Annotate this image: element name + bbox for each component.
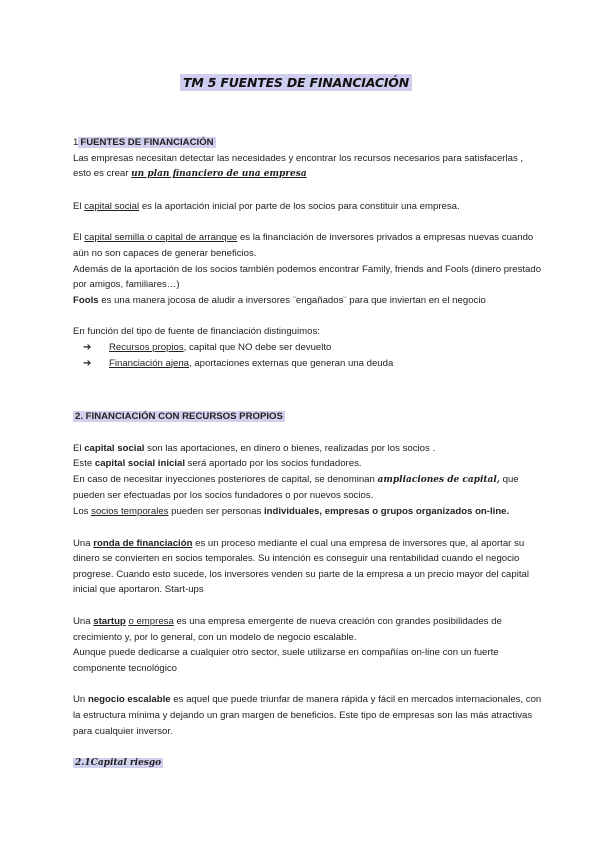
text: es una empresa emergente de nueva creación con grandes posibilidades de crecimiento y, por lo general, con un modelo de negocio escalable. xyxy=(73,615,502,643)
term-fools: Fools xyxy=(73,294,99,306)
section-2-heading-text: 2. FINANCIACIÓN CON RECURSOS PROPIOS xyxy=(75,411,283,422)
text: El xyxy=(73,442,82,454)
text: es la aportación inicial por parte de los socios para constituir una empresa. xyxy=(141,200,460,212)
text: Una xyxy=(73,537,91,549)
text: es una manera jocosa de aludir a inversores ¨engañados¨ para que inviertan en el negocio xyxy=(101,294,486,306)
text: En caso de necesitar inyecciones posteriores de capital, se denominan xyxy=(73,473,375,485)
paragraph-capital-social xyxy=(73,199,543,215)
term-startup: startup xyxy=(93,615,126,627)
section-1-number: 1 xyxy=(73,137,79,148)
paragraph-capital-inicial xyxy=(73,456,543,472)
paragraph-startup xyxy=(73,614,543,645)
term-capital-social-inicial: capital social inicial xyxy=(94,458,185,470)
term-ampliaciones-capital: ampliaciones de capital, xyxy=(377,474,500,485)
term-capital-social: capital social xyxy=(84,200,140,212)
subsection-heading xyxy=(73,755,543,772)
section-1-heading xyxy=(73,135,543,151)
section-1 xyxy=(73,135,543,371)
paragraph-sector: Aunque puede dedicarse a cualquier otro sector, suele utilizarse en compañías on-line con un fuerte componente tecnológico xyxy=(73,647,499,674)
section-2-heading xyxy=(73,409,543,425)
term-capital-social: capital social xyxy=(84,442,145,454)
text: El xyxy=(73,200,82,212)
text: es la financiación de inversores privados a empresas nuevas cuando aún no son capaces de generar beneficios. xyxy=(73,232,534,259)
paragraph-intro-list: En función del tipo de fuente de financiación distinguimos: xyxy=(73,326,320,338)
paragraph-ronda-financiacion xyxy=(73,536,543,598)
paragraph-fools xyxy=(73,293,543,309)
text: que pueden ser efectuadas por los socios fundadores o por nuevos socios. xyxy=(73,473,519,502)
text: Una xyxy=(73,615,91,627)
text: es un proceso mediante el cual una empresa de inversores que, al aportar su dinero se convierten en socios temporales. Su intención es conseguir una rentabilidad cuando el negocio progrese. Cuando esto sucede, los inversores venden su parte de la empresa a un precio mayor del capital inicial que aportaron. xyxy=(73,537,529,596)
paragraph-capital-semilla xyxy=(73,230,543,261)
page-title: TM 5 FUENTES DE FINANCIACIÓN xyxy=(180,74,412,91)
paragraph-socios-temporales xyxy=(73,504,543,520)
emphasis-plan-financiero: un plan financiero de una empresa xyxy=(131,169,307,180)
text: Los xyxy=(73,505,89,517)
text: será aportado por los socios fundadores. xyxy=(187,458,362,470)
text: pueden ser personas xyxy=(171,505,262,517)
arrow-icon: ➔ xyxy=(83,341,92,353)
term-negocio-escalable: negocio escalable xyxy=(87,694,171,706)
paragraph-negocio-escalable xyxy=(73,692,543,739)
financing-types-list xyxy=(73,340,543,371)
term-personas-empresas: individuales, empresas o grupos organizados on-line. xyxy=(263,505,510,517)
term-ronda-financiacion: ronda de financiación xyxy=(93,537,193,549)
paragraph-ampliaciones xyxy=(73,472,543,504)
paragraph-capital-social-2 xyxy=(73,441,543,457)
term-o-empresa: o empresa xyxy=(128,615,174,627)
list-item xyxy=(73,356,543,372)
section-1-heading-text: FUENTES DE FINANCIACIÓN xyxy=(80,137,214,148)
text: Las empresas necesitan detectar las necesidades y encontrar los recursos necesarios para satisfacerlas , esto es crear xyxy=(73,152,524,180)
subsection-heading-text: 2.1Capital riesgo xyxy=(75,758,162,769)
paragraph-family-friends-fools: Además de la aportación de los socios también podemos encontrar Family, friends and Fools (dinero prestado por amigos, familiares…) xyxy=(73,263,542,291)
term-financiacion-ajena: Financiación ajena xyxy=(109,357,190,369)
list-item xyxy=(73,340,543,356)
text: Este xyxy=(73,458,93,470)
section-2 xyxy=(73,409,543,772)
paragraph-plan xyxy=(73,151,543,183)
arrow-icon: ➔ xyxy=(83,357,92,369)
term-socios-temporales: socios temporales xyxy=(91,505,169,517)
text-start-ups: Start-ups xyxy=(164,584,204,596)
term-recursos-propios: Recursos propios xyxy=(109,341,184,353)
text: El xyxy=(73,232,82,244)
text: son las aportaciones, en dinero o bienes, realizadas por los socios . xyxy=(147,442,436,454)
text: es aquel que puede triunfar de manera rápida y fácil en mercados internacionales, con la estructura mínima y dejando un gran margen de beneficios. Este tipo de empresas son las más atractivas para cualquier inversor. xyxy=(73,694,542,737)
text: Un xyxy=(73,694,86,706)
term-capital-semilla: capital semilla o capital de arranque xyxy=(84,232,238,244)
text: , aportaciones externas que generan una deuda xyxy=(189,357,394,369)
text: , capital que NO debe ser devuelto xyxy=(183,341,332,353)
